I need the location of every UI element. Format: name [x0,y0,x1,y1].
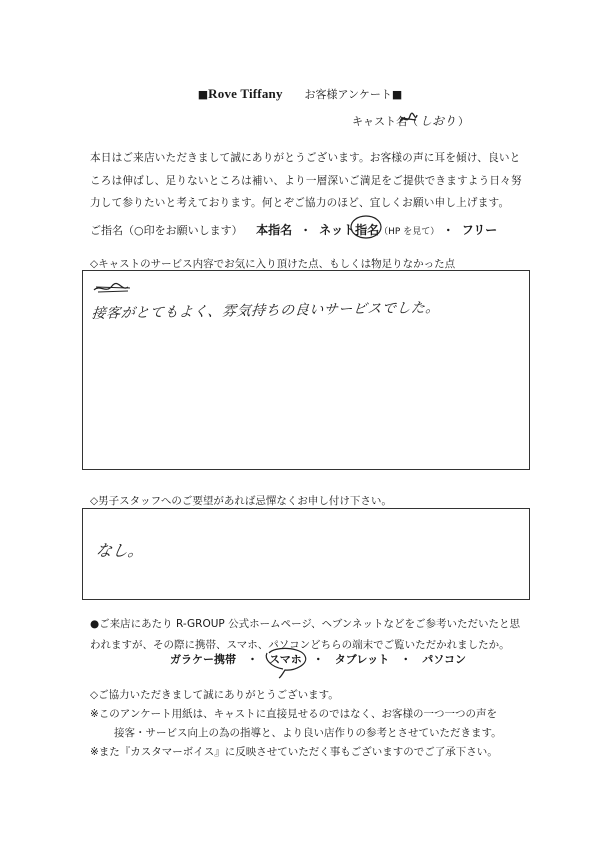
nomination-option-main[interactable]: 本指名 [256,223,293,237]
footer-thanks: ◇ご協力いただきまして誠にありがとうございます。 [90,689,339,701]
nomination-label: ご指名（○印をお願いします） [90,224,243,237]
crossed-out-scribble-icon [398,112,418,126]
question1-answer: 接客がとてもよく、雰気持ちの良いサービスでした。 [90,299,441,323]
device-option-smartphone[interactable]: スマホ [269,651,302,667]
nomination-option-net[interactable]: ネット 指名 [319,223,379,237]
footer-notes [90,686,530,762]
selection-circle-icon [261,647,311,679]
nomination-option-net-note: （HP を見て） [379,227,435,237]
question2-answer: なし。 [94,541,146,560]
question2-answer-box[interactable] [82,508,530,600]
cast-name-field[interactable] [352,112,469,129]
cast-name-close: ） [458,115,470,128]
question3-label: ●ご来店にあたり R-GROUP 公式ホームページ、ヘブンネットなどをご参考いただいたと思われますが、その際に携帯、スマホ、パソコンどちらの端末でご覧いただかれましたか。 [90,618,520,651]
survey-header [0,86,600,102]
header-marker-left: ■ [197,88,209,101]
shop-name: Rove Tiffany [208,86,283,101]
cast-name-value: しおり [420,114,456,128]
intro-paragraph: 本日はご来店いただきまして誠にありがとうございます。お客様の声に耳を傾け、良いところは伸ばし、足りないところは補い、より一層深いご満足をご提供できますよう日々努力して参りたいと考えております。何とぞご協力のほど、宜しくお願い申し上げます。 [90,152,522,209]
footer-note-1-cont: 接客・サービス向上の為の指導と、より良い店作りの参考とさせていただきます。 [114,727,502,739]
footer-note-1: ※このアンケート用紙は、キャストに直接見せるのではなく、お客様の一つ一つの声を [90,708,497,720]
selection-circle-icon [349,214,383,240]
device-options-row: ガラケー携帯 ・ スマホ ・ タブレット ・ パソコン [170,651,466,667]
device-option-pc[interactable]: パソコン [422,653,467,666]
device-option-tablet[interactable]: タブレット [334,653,390,666]
strikethrough-scribble-icon [92,282,152,296]
survey-title: お客様アンケート [304,88,392,101]
cast-name-label: キャスト名（ [352,115,418,128]
question1-label: ◇キャストのサービス内容でお気に入り頂けた点、もしくは物足りなかった点 [90,258,456,270]
nomination-row: ご指名（○印をお願いします） 本指名 ・ ネット 指名（HP を見て） ・ フリー [90,221,497,238]
nomination-option-free[interactable]: フリー [461,223,498,237]
header-marker-right: ■ [391,88,403,101]
footer-note-2: ※また『カスタマーボイス』に反映させていただく事もございますのでご了承下さい。 [90,746,498,758]
question2-label: ◇男子スタッフへのご要望があれば忌憚なくお申し付け下さい。 [90,495,392,507]
device-option-feature-phone[interactable]: ガラケー携帯 [170,653,236,666]
